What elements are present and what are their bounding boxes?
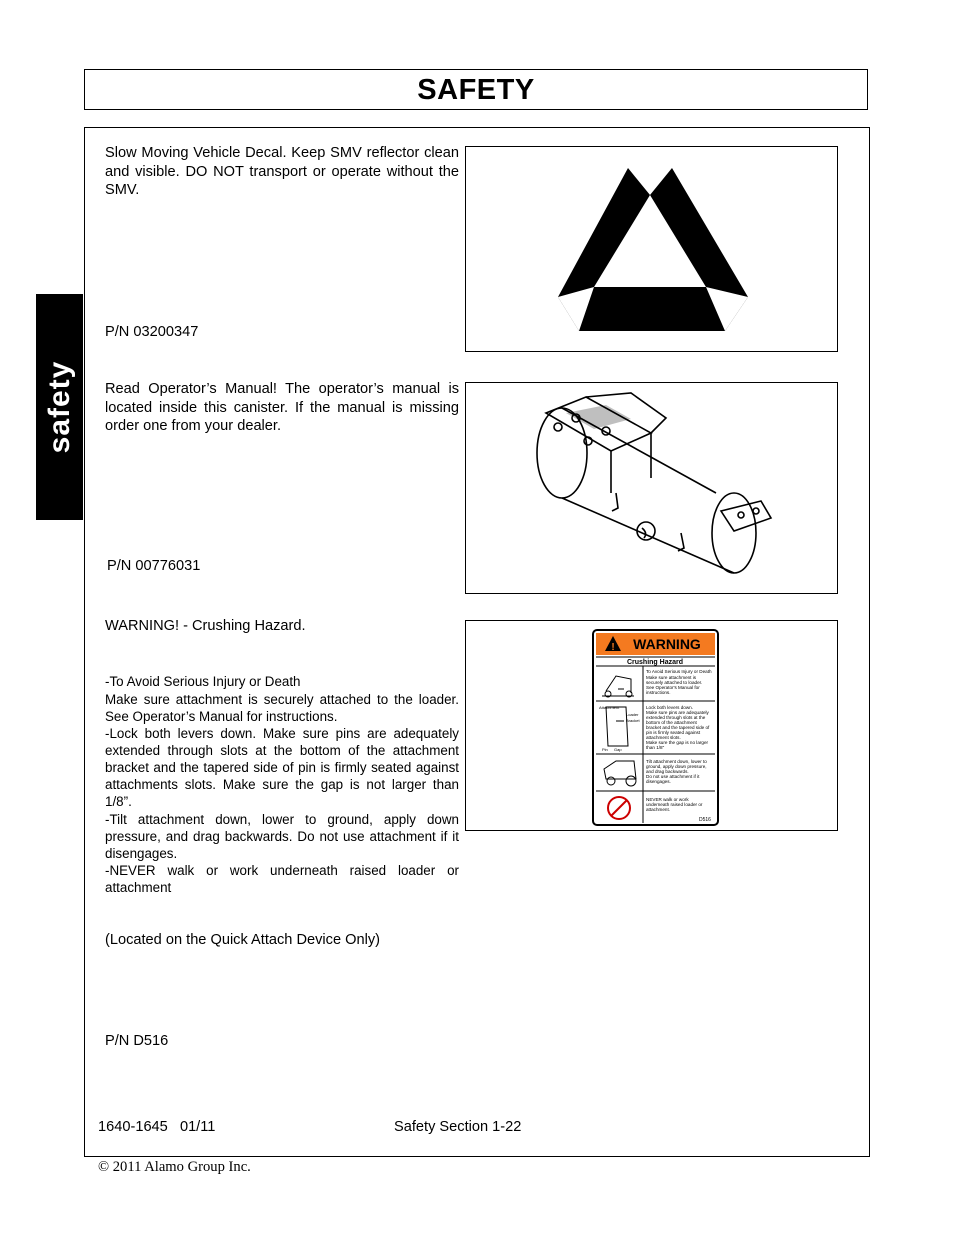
crushing-line-1: -To Avoid Serious Injury or Death xyxy=(105,674,301,689)
svg-text:attachment.: attachment. xyxy=(646,807,671,812)
warning-decal-image xyxy=(465,620,838,831)
copyright: © 2011 Alamo Group Inc. xyxy=(98,1159,251,1175)
svg-text:and drag backwards.: and drag backwards. xyxy=(646,769,689,774)
svg-text:Attachment: Attachment xyxy=(599,705,620,710)
svg-text:bracket and the tapered side o: bracket and the tapered side of xyxy=(646,725,710,730)
crushing-line-3: -Lock both levers down. Make sure pins are adequately extended through slots at the bottom of the attachment bracket and the tapered side of pin is firmly seated against attachments slots. Make sure the gap is not larger than 1/8”. xyxy=(105,726,459,809)
crushing-part-number: P/N D516 xyxy=(105,1033,169,1049)
doc-number: 1640-1645 01/11 xyxy=(98,1119,216,1135)
crushing-line-2: Make sure attachment is securely attached to the loader. See Operator’s Manual for instructions. xyxy=(105,692,459,724)
smv-decal-image xyxy=(465,146,838,352)
svg-text:attachment slots.: attachment slots. xyxy=(646,735,681,740)
smv-description: Slow Moving Vehicle Decal. Keep SMV reflector clean and visible. DO NOT transport or operate without the SMV. xyxy=(105,145,459,198)
svg-text:Bracket: Bracket xyxy=(626,718,640,723)
manual-part-number: P/N 00776031 xyxy=(107,558,201,574)
canister-icon xyxy=(466,383,837,593)
svg-text:Lock both levers down.: Lock both levers down. xyxy=(646,705,693,710)
svg-text:securely attached to loader.: securely attached to loader. xyxy=(646,680,703,685)
manual-description: Read Operator’s Manual! The operator’s manual is located inside this canister. If the manual is missing order one from your dealer. xyxy=(105,381,459,434)
svg-text:Make sure attachment is: Make sure attachment is xyxy=(646,675,697,680)
smv-part-number: P/N 03200347 xyxy=(105,324,199,340)
svg-text:bottom of the attachment: bottom of the attachment xyxy=(646,720,697,725)
decal-hazard: Crushing Hazard xyxy=(626,659,684,666)
svg-text:Tilt attachment down, lower to: Tilt attachment down, lower to xyxy=(646,759,707,764)
decal-code: D516 xyxy=(699,817,711,823)
svg-text:To Avoid Serious Injury or Dea: To Avoid Serious Injury or Death xyxy=(646,669,712,674)
side-section-tab xyxy=(36,294,83,520)
svg-text:disengages.: disengages. xyxy=(646,779,671,784)
svg-text:Make sure the gap is no larger: Make sure the gap is no larger xyxy=(646,740,709,745)
svg-text:than 1/8": than 1/8" xyxy=(646,745,665,750)
side-tab-label: safety xyxy=(42,360,76,454)
section-page: Safety Section 1-22 xyxy=(394,1119,522,1135)
svg-text:NEVER walk or work: NEVER walk or work xyxy=(646,797,689,802)
crushing-location-note: (Located on the Quick Attach Device Only) xyxy=(105,932,380,948)
crushing-title: WARNING! - Crushing Hazard. xyxy=(105,618,306,634)
manual-canister-image xyxy=(465,382,838,594)
svg-text:Pin: Pin xyxy=(602,747,608,752)
svg-text:!: ! xyxy=(611,642,615,653)
warning-decal xyxy=(466,621,837,830)
svg-text:Do not use attachment if it: Do not use attachment if it xyxy=(646,774,700,779)
crushing-line-5: -NEVER walk or work underneath raised loader or attachment xyxy=(105,863,459,895)
svg-text:ground, apply down pressure,: ground, apply down pressure, xyxy=(646,764,707,769)
svg-text:Loader: Loader xyxy=(626,712,639,717)
svg-text:pin is firmly seated against: pin is firmly seated against xyxy=(646,730,701,735)
page-header xyxy=(84,69,868,110)
svg-text:underneath raised loader or: underneath raised loader or xyxy=(646,802,703,807)
page-title: SAFETY xyxy=(417,74,535,106)
svg-text:instructions.: instructions. xyxy=(646,690,671,695)
svg-text:extended through slots at the: extended through slots at the xyxy=(646,715,706,720)
crushing-line-4: -Tilt attachment down, lower to ground, apply down pressure, and drag backwards. Do not use attachment if it disengages. xyxy=(105,812,459,861)
svg-text:Gap: Gap xyxy=(614,747,622,752)
svg-text:See Operator's Manual for: See Operator's Manual for xyxy=(646,685,700,690)
decal-signal-word: WARNING xyxy=(633,636,701,652)
smv-triangle-icon xyxy=(466,147,837,351)
svg-text:Make sure pins are adequately: Make sure pins are adequately xyxy=(646,710,709,715)
